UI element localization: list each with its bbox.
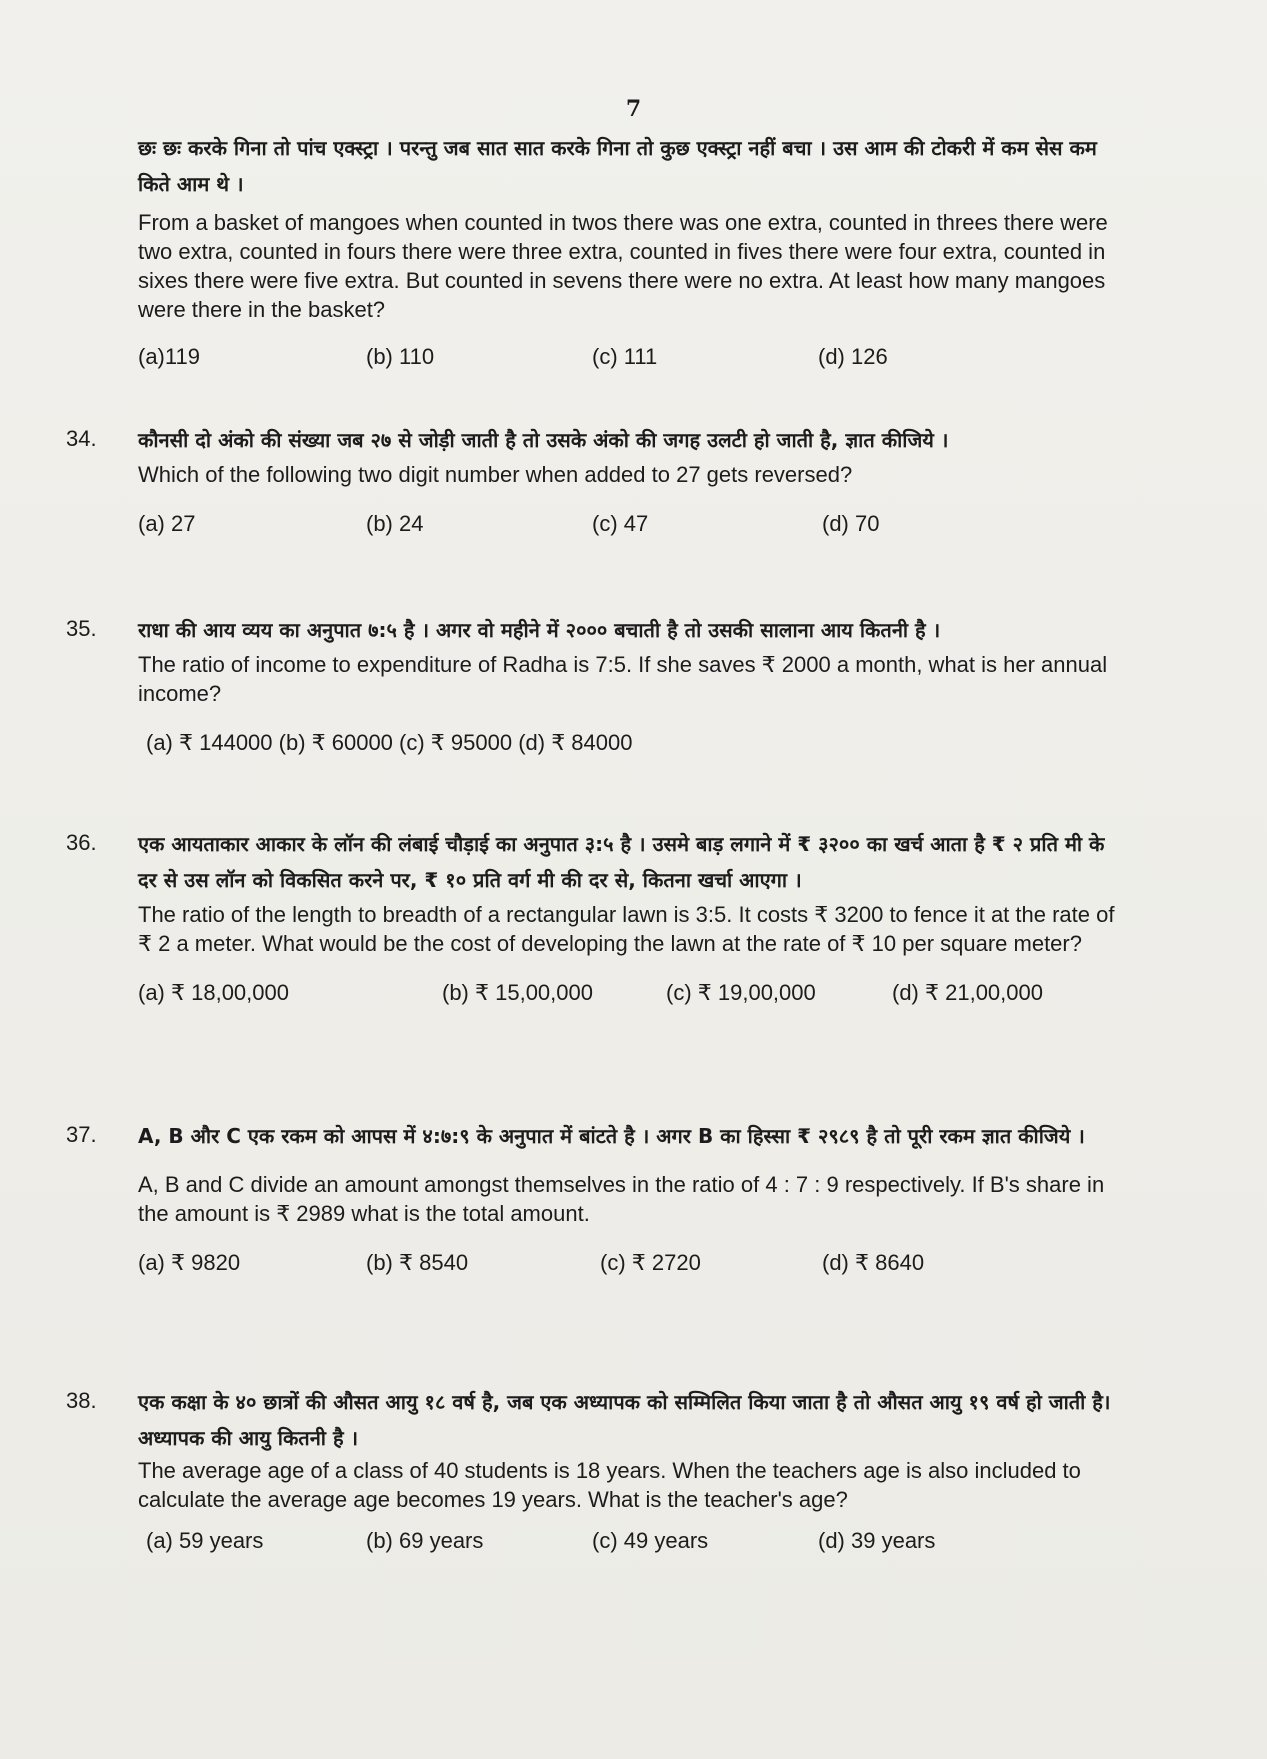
question-english-text: The average age of a class of 40 students is 18 years. When the teachers age is also included to calculate the average age becomes 19 years. What is the teacher's age? <box>138 1458 1081 1512</box>
question-number: 34. <box>66 426 97 451</box>
question-hindi-text: A, B और C एक रकम को आपस में ४:७:९ के अनुपात में बांटते है । अगर B का हिस्सा ₹ २९८९ है तो पूरी रकम ज्ञात कीजिये । <box>138 1124 1085 1148</box>
question-33-continued <box>66 130 1126 374</box>
question-english-text: Which of the following two digit number when added to 27 gets reversed? <box>138 462 853 487</box>
option-c: (c) 49 years <box>592 1528 709 1553</box>
option-b: (b) ₹ 8540 <box>366 1250 469 1275</box>
question-36 <box>66 826 1126 1010</box>
question-35 <box>66 612 1126 758</box>
question-english-text: From a basket of mangoes when counted in twos there was one extra, counted in threes there were two extra, counted in fours there were three extra, counted in fives there were four extra, counted in sixes there were five extra. But counted in sevens there were no extra. At least how many mangoes were there in the basket? <box>138 210 1108 322</box>
question-english-text: The ratio of the length to breadth of a rectangular lawn is 3:5. It costs ₹ 3200 to fence it at the rate of ₹ 2 a meter. What would be the cost of developing the lawn at the rate of ₹ 10 per square meter? <box>138 902 1115 956</box>
option-a: (a)119 <box>138 344 200 369</box>
option-d: (d) 70 <box>822 511 880 536</box>
question-38 <box>66 1384 1126 1558</box>
question-hindi-text: एक आयताकार आकार के लॉन की लंबाई चौड़ाई का अनुपात ३:५ है । उसमे बाड़ लगाने में ₹ ३२०० का खर्च आता है ₹ २ प्रति मी के दर से उस लॉन को विकसित करने पर, ₹ १० प्रति वर्ग मी की दर से, कितना खर्चा आएगा । <box>138 832 1105 892</box>
question-hindi-text: राधा की आय व्यय का अनुपात ७:५ है । अगर वो महीने में २००० बचाती है तो उसकी सालाना आय कितनी है । <box>138 618 941 642</box>
answer-options <box>138 344 1126 374</box>
question-english-text: The ratio of income to expenditure of Radha is 7:5. If she saves ₹ 2000 a month, what is her annual income? <box>138 652 1108 706</box>
option-b: (b) 110 <box>366 344 435 369</box>
option-a: (a) ₹ 18,00,000 <box>138 980 289 1005</box>
question-37 <box>66 1118 1126 1280</box>
answer-options <box>138 511 1126 541</box>
question-hindi-text: एक कक्षा के ४० छात्रों की औसत आयु १८ वर्ष है, जब एक अध्यापक को सम्मिलित किया जाता है तो औसत आयु १९ वर्ष हो जाती है। अध्यापक की आयु कितनी है । <box>138 1390 1111 1450</box>
option-b: (b) ₹ 15,00,000 <box>442 980 593 1005</box>
option-c: (c) 111 <box>592 344 658 369</box>
question-34 <box>66 422 1126 541</box>
option-d: (d) 126 <box>818 344 888 369</box>
question-hindi-text: छः छः करके गिना तो पांच एक्स्ट्रा । परन्तु जब सात सात करके गिना तो कुछ एक्स्ट्रा नहीं बचा । उस आम की टोकरी में कम सेस कम किते आम थे । <box>138 136 1097 196</box>
option-a: (a) 27 <box>138 511 196 536</box>
question-english-text: A, B and C divide an amount amongst themselves in the ratio of 4 : 7 : 9 respectively. If B's share in the amount is ₹ 2989 what is the total amount. <box>138 1172 1105 1226</box>
option-d: (d) 39 years <box>818 1528 936 1553</box>
question-number: 35. <box>66 616 97 641</box>
option-b: (b) 24 <box>366 511 424 536</box>
option-c: (c) ₹ 2720 <box>600 1250 701 1275</box>
page-number: 7 <box>625 96 642 122</box>
option-c: (c) ₹ 19,00,000 <box>666 980 816 1005</box>
answer-options: (a) ₹ 144000 (b) ₹ 60000 (c) ₹ 95000 (d) ₹ 84000 <box>146 730 633 755</box>
question-hindi-text: कौनसी दो अंको की संख्या जब २७ से जोड़ी जाती है तो उसके अंको की जगह उलटी हो जाती है, ज्ञात कीजिये । <box>138 428 949 452</box>
option-a: (a) ₹ 9820 <box>138 1250 241 1275</box>
option-c: (c) 47 <box>592 511 649 536</box>
question-number: 36. <box>66 830 97 855</box>
question-number: 38. <box>66 1388 97 1413</box>
option-b: (b) 69 years <box>366 1528 484 1553</box>
option-d: (d) ₹ 8640 <box>822 1250 925 1275</box>
question-number: 37. <box>66 1122 97 1147</box>
answer-options <box>138 1528 1126 1558</box>
option-d: (d) ₹ 21,00,000 <box>892 980 1043 1005</box>
option-a: (a) 59 years <box>146 1528 264 1553</box>
answer-options <box>138 1250 1126 1280</box>
answer-options <box>138 980 1126 1010</box>
